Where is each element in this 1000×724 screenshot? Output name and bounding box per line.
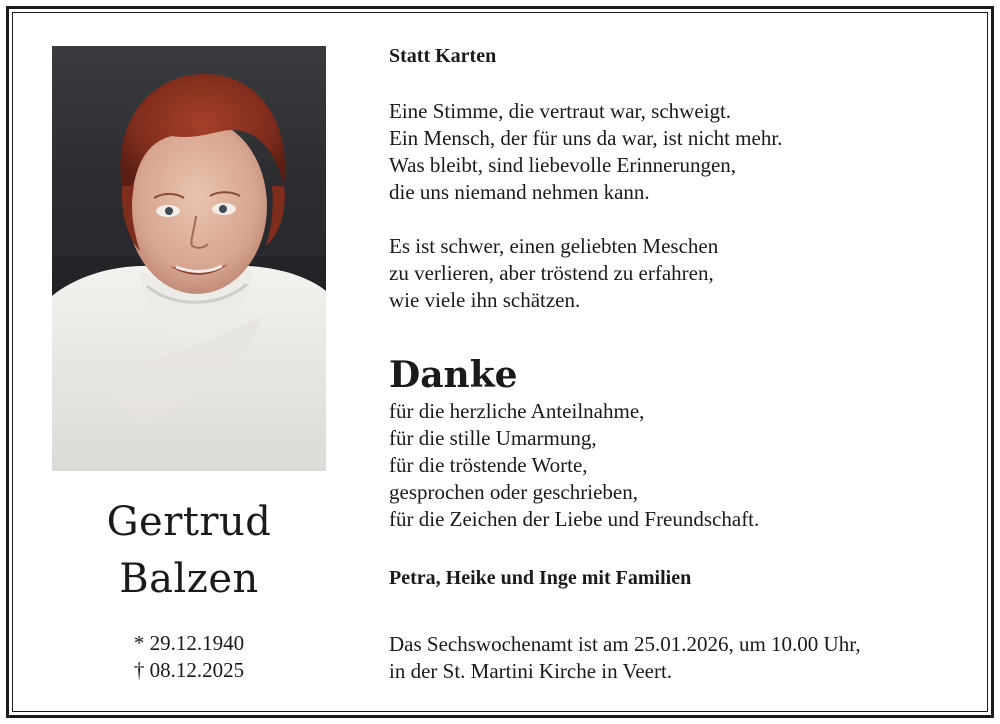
poem-line: Was bleibt, sind liebevolle Erinnerungen, <box>389 153 737 177</box>
danke-heading: Danke <box>389 354 518 396</box>
poem-line: Es ist schwer, einen geliebten Meschen <box>389 234 719 258</box>
thanks-line: gesprochen oder geschrieben, <box>389 480 638 504</box>
card-header: Statt Karten <box>389 45 497 67</box>
poem-line: zu verlieren, aber tröstend zu erfahren, <box>389 261 714 285</box>
thanks-line: für die tröstende Worte, <box>389 453 588 477</box>
signers: Petra, Heike und Inge mit Familien <box>389 567 692 589</box>
thanks-line: für die stille Umarmung, <box>389 426 597 450</box>
poem-line: wie viele ihn schätzen. <box>389 288 581 312</box>
thanks-line: für die Zeichen der Liebe und Freundschaft. <box>389 507 760 531</box>
portrait-photo <box>52 46 326 471</box>
death-date: † 08.12.2025 <box>133 658 245 682</box>
thanks-line: für die herzliche Anteilnahme, <box>389 399 645 423</box>
service-line: Das Sechswochenamt ist am 25.01.2026, um 10.00 Uhr, <box>389 632 861 656</box>
poem-line: die uns niemand nehmen kann. <box>389 180 650 204</box>
thanks-list <box>389 398 949 533</box>
poem-line: Eine Stimme, die vertraut war, schweigt. <box>389 99 732 123</box>
poem-stanza-1 <box>389 98 949 206</box>
birth-date: * 29.12.1940 <box>133 631 245 655</box>
deceased-last-name: Balzen <box>119 556 259 602</box>
service-info <box>389 631 949 685</box>
poem-stanza-2 <box>389 233 949 314</box>
poem-line: Ein Mensch, der für uns da war, ist nicht mehr. <box>389 126 783 150</box>
deceased-first-name: Gertrud <box>106 499 272 545</box>
service-line: in der St. Martini Kirche in Veert. <box>389 659 673 683</box>
